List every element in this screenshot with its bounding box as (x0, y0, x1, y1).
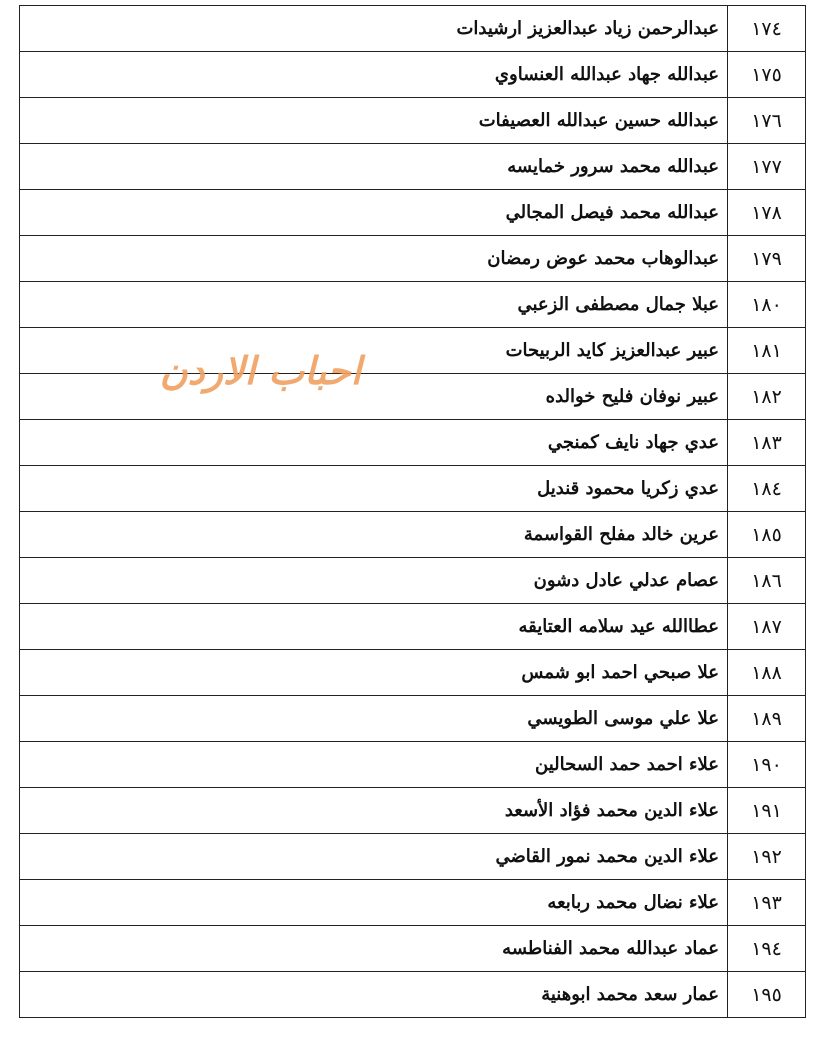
table-row (20, 972, 806, 1018)
row-name: عبدالرحمن زياد عبدالعزيز ارشيدات (20, 6, 728, 52)
table-row (20, 512, 806, 558)
row-number: ١٨٨ (728, 650, 806, 696)
row-name: علاء الدين محمد نمور القاضي (20, 834, 728, 880)
row-name: عبدالله محمد سرور خمايسه (20, 144, 728, 190)
row-number: ١٧٥ (728, 52, 806, 98)
row-name: عبدالله جهاد عبدالله العنساوي (20, 52, 728, 98)
row-number: ١٨٦ (728, 558, 806, 604)
table-row (20, 6, 806, 52)
names-table (19, 5, 806, 1018)
names-table-body (20, 6, 806, 1018)
row-number: ١٧٤ (728, 6, 806, 52)
row-name: علا علي موسى الطويسي (20, 696, 728, 742)
row-number: ١٧٩ (728, 236, 806, 282)
table-row (20, 604, 806, 650)
row-name: علاء احمد حمد السحالين (20, 742, 728, 788)
table-row (20, 880, 806, 926)
table-row (20, 328, 806, 374)
row-name: عدي زكريا محمود قنديل (20, 466, 728, 512)
row-name: عبدالوهاب محمد عوض رمضان (20, 236, 728, 282)
row-number: ١٧٨ (728, 190, 806, 236)
table-row (20, 466, 806, 512)
row-number: ١٨٧ (728, 604, 806, 650)
table-row (20, 190, 806, 236)
row-number: ١٨٤ (728, 466, 806, 512)
row-number: ١٩١ (728, 788, 806, 834)
row-name: عصام عدلي عادل دشون (20, 558, 728, 604)
row-number: ١٧٦ (728, 98, 806, 144)
table-row (20, 926, 806, 972)
table-row (20, 650, 806, 696)
row-number: ١٨٠ (728, 282, 806, 328)
table-row (20, 236, 806, 282)
row-number: ١٨٢ (728, 374, 806, 420)
row-number: ١٨١ (728, 328, 806, 374)
row-number: ١٨٣ (728, 420, 806, 466)
table-row (20, 52, 806, 98)
row-name: عبير عبدالعزيز كايد الربيحات (20, 328, 728, 374)
table-row (20, 788, 806, 834)
row-name: عبلا جمال مصطفى الزعبي (20, 282, 728, 328)
row-name: عبير نوفان فليح خوالده (20, 374, 728, 420)
row-name: علاء نضال محمد ربابعه (20, 880, 728, 926)
row-number: ١٨٥ (728, 512, 806, 558)
row-name: عدي جهاد نايف كمنجي (20, 420, 728, 466)
row-name: عرين خالد مفلح القواسمة (20, 512, 728, 558)
table-row (20, 98, 806, 144)
row-number: ١٩٣ (728, 880, 806, 926)
table-row (20, 558, 806, 604)
table-row (20, 834, 806, 880)
row-name: عبدالله حسين عبدالله العصيفات (20, 98, 728, 144)
table-row (20, 374, 806, 420)
row-name: عماد عبدالله محمد الفناطسه (20, 926, 728, 972)
watermark-text: احباب الاردن (159, 348, 362, 393)
row-name: عبدالله محمد فيصل المجالي (20, 190, 728, 236)
row-number: ١٩٠ (728, 742, 806, 788)
row-name: عطاالله عيد سلامه العتايقه (20, 604, 728, 650)
table-row (20, 696, 806, 742)
table-row (20, 144, 806, 190)
row-name: علا صبحي احمد ابو شمس (20, 650, 728, 696)
row-number: ١٩٢ (728, 834, 806, 880)
row-number: ١٩٥ (728, 972, 806, 1018)
table-row (20, 282, 806, 328)
row-name: عمار سعد محمد ابوهنية (20, 972, 728, 1018)
row-name: علاء الدين محمد فؤاد الأسعد (20, 788, 728, 834)
row-number: ١٩٤ (728, 926, 806, 972)
row-number: ١٧٧ (728, 144, 806, 190)
table-row (20, 420, 806, 466)
row-number: ١٨٩ (728, 696, 806, 742)
table-row (20, 742, 806, 788)
